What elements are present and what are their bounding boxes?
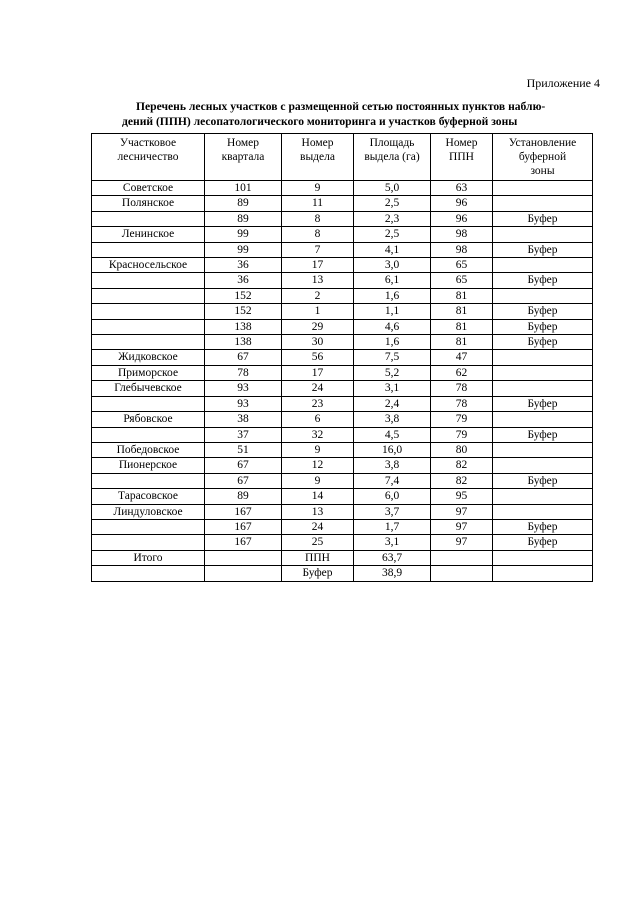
table-cell xyxy=(92,288,205,303)
table-row xyxy=(92,412,593,427)
table-cell: 6,1 xyxy=(354,273,431,288)
column-header-line: квартала xyxy=(221,151,265,163)
table-cell: 6,0 xyxy=(354,489,431,504)
table-cell: Приморское xyxy=(92,365,205,380)
table-cell: Буфер xyxy=(493,535,593,550)
column-header xyxy=(282,134,354,181)
table-body xyxy=(92,181,593,582)
table-cell: Жидковское xyxy=(92,350,205,365)
table-cell: 1,7 xyxy=(354,519,431,534)
table-cell: 17 xyxy=(282,365,354,380)
table-row xyxy=(92,365,593,380)
table-row xyxy=(92,442,593,457)
title-line-2: дений (ППН) лесопатологического мониторинга и участков буферной зоны xyxy=(122,115,518,128)
table-cell: ППН xyxy=(282,550,354,565)
table-cell xyxy=(493,381,593,396)
table-cell xyxy=(493,288,593,303)
table-cell: Буфер xyxy=(493,473,593,488)
table-cell: 138 xyxy=(205,335,282,350)
table-cell xyxy=(493,196,593,211)
table-cell: 1,6 xyxy=(354,335,431,350)
column-header xyxy=(92,134,205,181)
table-cell xyxy=(493,489,593,504)
column-header-line: Установление xyxy=(508,137,577,149)
table-cell: 65 xyxy=(431,258,493,273)
table-cell: 1,1 xyxy=(354,304,431,319)
appendix-label: Приложение 4 xyxy=(526,76,600,90)
table-cell: 101 xyxy=(205,181,282,196)
table-row xyxy=(92,350,593,365)
table-row xyxy=(92,181,593,196)
column-header-line: выдела xyxy=(300,151,335,163)
column-header-line: ППН xyxy=(449,151,474,163)
table-cell: 93 xyxy=(205,396,282,411)
table-row xyxy=(92,288,593,303)
table-cell: Пионерское xyxy=(92,458,205,473)
table-cell: 9 xyxy=(282,181,354,196)
table-cell: 62 xyxy=(431,365,493,380)
table-cell: 81 xyxy=(431,319,493,334)
table-cell: 9 xyxy=(282,473,354,488)
table-cell: 7 xyxy=(282,242,354,257)
table-cell: 82 xyxy=(431,473,493,488)
table-cell: 25 xyxy=(282,535,354,550)
table-cell xyxy=(431,550,493,565)
table-cell: 2,5 xyxy=(354,227,431,242)
table-cell xyxy=(431,566,493,581)
table-row xyxy=(92,196,593,211)
table-row xyxy=(92,335,593,350)
table-cell: 3,1 xyxy=(354,535,431,550)
table-cell xyxy=(92,566,205,581)
table-cell: 96 xyxy=(431,211,493,226)
table-cell: 138 xyxy=(205,319,282,334)
table-cell: 167 xyxy=(205,535,282,550)
table-cell: Глебычевское xyxy=(92,381,205,396)
table-cell xyxy=(205,550,282,565)
table-cell: 97 xyxy=(431,504,493,519)
table-cell: Буфер xyxy=(493,273,593,288)
table-row xyxy=(92,550,593,565)
table-row xyxy=(92,458,593,473)
table-cell: 79 xyxy=(431,427,493,442)
column-header-line: лесничество xyxy=(117,151,179,163)
table-cell: 67 xyxy=(205,458,282,473)
table-row xyxy=(92,258,593,273)
table-row xyxy=(92,319,593,334)
table-cell: 98 xyxy=(431,242,493,257)
table-cell: 9 xyxy=(282,442,354,457)
table-cell: 82 xyxy=(431,458,493,473)
table-cell: 24 xyxy=(282,381,354,396)
table-row xyxy=(92,242,593,257)
table-cell: 3,8 xyxy=(354,412,431,427)
table-cell: Итого xyxy=(92,550,205,565)
table-cell: Полянское xyxy=(92,196,205,211)
table-cell: 36 xyxy=(205,273,282,288)
table-cell: 32 xyxy=(282,427,354,442)
table-row xyxy=(92,519,593,534)
column-header-line: Номер xyxy=(301,137,334,149)
table-cell xyxy=(92,519,205,534)
table-cell: 56 xyxy=(282,350,354,365)
table-cell: 67 xyxy=(205,473,282,488)
table-cell: 8 xyxy=(282,211,354,226)
table-cell: 5,2 xyxy=(354,365,431,380)
table-cell: Советское xyxy=(92,181,205,196)
table-cell: 81 xyxy=(431,335,493,350)
document-title xyxy=(92,99,596,129)
table-cell xyxy=(92,427,205,442)
table-cell xyxy=(92,396,205,411)
table-cell: 81 xyxy=(431,288,493,303)
column-header xyxy=(354,134,431,181)
table-row xyxy=(92,504,593,519)
table-cell xyxy=(92,242,205,257)
table-cell: 93 xyxy=(205,381,282,396)
table-cell: 81 xyxy=(431,304,493,319)
table-cell: 5,0 xyxy=(354,181,431,196)
table-cell: 6 xyxy=(282,412,354,427)
table-cell xyxy=(493,412,593,427)
table-cell: Буфер xyxy=(493,335,593,350)
table-cell: 152 xyxy=(205,288,282,303)
table-cell xyxy=(493,258,593,273)
table-cell: 152 xyxy=(205,304,282,319)
table-cell: 36 xyxy=(205,258,282,273)
table-cell: Буфер xyxy=(493,304,593,319)
table-row xyxy=(92,535,593,550)
table-cell: Тарасовское xyxy=(92,489,205,504)
table-cell: 38,9 xyxy=(354,566,431,581)
table-cell: 47 xyxy=(431,350,493,365)
table-cell: 30 xyxy=(282,335,354,350)
table-cell: Линдуловское xyxy=(92,504,205,519)
table-cell: Буфер xyxy=(282,566,354,581)
table-cell xyxy=(92,319,205,334)
table-cell: 99 xyxy=(205,242,282,257)
table-cell: 2 xyxy=(282,288,354,303)
table-cell: 3,1 xyxy=(354,381,431,396)
table-cell: 2,4 xyxy=(354,396,431,411)
table-cell: 7,5 xyxy=(354,350,431,365)
table-cell xyxy=(493,442,593,457)
table-cell xyxy=(493,504,593,519)
table-cell: 65 xyxy=(431,273,493,288)
table-cell xyxy=(493,181,593,196)
table-cell xyxy=(92,335,205,350)
table-cell: 78 xyxy=(431,381,493,396)
table-cell: 63 xyxy=(431,181,493,196)
table-row xyxy=(92,273,593,288)
column-header-line: Номер xyxy=(445,137,478,149)
table-cell xyxy=(493,458,593,473)
table-row xyxy=(92,427,593,442)
table-cell xyxy=(92,535,205,550)
table-cell xyxy=(493,350,593,365)
table-cell: 1,6 xyxy=(354,288,431,303)
table-cell: 4,1 xyxy=(354,242,431,257)
table-cell: 7,4 xyxy=(354,473,431,488)
table-row xyxy=(92,381,593,396)
table-cell: Буфер xyxy=(493,519,593,534)
table-cell: 8 xyxy=(282,227,354,242)
table-cell: 99 xyxy=(205,227,282,242)
table-cell xyxy=(493,566,593,581)
table-row xyxy=(92,473,593,488)
table-cell: 13 xyxy=(282,273,354,288)
table-cell: 96 xyxy=(431,196,493,211)
table-cell: 4,5 xyxy=(354,427,431,442)
table-cell: 3,0 xyxy=(354,258,431,273)
table-cell: 51 xyxy=(205,442,282,457)
table-cell xyxy=(205,566,282,581)
column-header-line: зоны xyxy=(530,165,555,177)
table-row xyxy=(92,396,593,411)
table-cell: 2,5 xyxy=(354,196,431,211)
column-header xyxy=(205,134,282,181)
table-cell: 167 xyxy=(205,504,282,519)
forest-plots-table xyxy=(91,133,593,582)
table-cell: 78 xyxy=(205,365,282,380)
column-header-line: выдела (га) xyxy=(364,151,420,163)
table-cell: 2,3 xyxy=(354,211,431,226)
table-cell: 89 xyxy=(205,211,282,226)
table-cell: 17 xyxy=(282,258,354,273)
column-header-line: Номер xyxy=(227,137,259,149)
table-cell xyxy=(92,473,205,488)
table-cell: 14 xyxy=(282,489,354,504)
table-cell: 79 xyxy=(431,412,493,427)
table-cell: 95 xyxy=(431,489,493,504)
table-cell: 80 xyxy=(431,442,493,457)
table-cell: Буфер xyxy=(493,211,593,226)
table-cell: Красносельское xyxy=(92,258,205,273)
table-cell: Буфер xyxy=(493,319,593,334)
table-cell: 97 xyxy=(431,519,493,534)
table-cell xyxy=(493,227,593,242)
table-cell xyxy=(493,365,593,380)
column-header xyxy=(493,134,593,181)
table-cell xyxy=(92,211,205,226)
table-cell: Ленинское xyxy=(92,227,205,242)
table-cell: 89 xyxy=(205,489,282,504)
table-cell: 11 xyxy=(282,196,354,211)
table-cell: 37 xyxy=(205,427,282,442)
table-row xyxy=(92,211,593,226)
table-row xyxy=(92,566,593,581)
table-cell: Рябовское xyxy=(92,412,205,427)
table-cell: 23 xyxy=(282,396,354,411)
table-cell: 63,7 xyxy=(354,550,431,565)
table-header-row xyxy=(92,134,593,181)
table-row xyxy=(92,304,593,319)
column-header-line: Участковое xyxy=(119,137,177,149)
table-cell: 3,7 xyxy=(354,504,431,519)
table-cell: 67 xyxy=(205,350,282,365)
table-cell xyxy=(493,550,593,565)
table-cell: 167 xyxy=(205,519,282,534)
table-cell: 16,0 xyxy=(354,442,431,457)
table-cell: 89 xyxy=(205,196,282,211)
table-cell: 3,8 xyxy=(354,458,431,473)
table-cell: 1 xyxy=(282,304,354,319)
table-cell xyxy=(92,273,205,288)
title-line-1: Перечень лесных участков с размещенной сетью постоянных пунктов наблю- xyxy=(136,100,546,113)
table-cell: Буфер xyxy=(493,396,593,411)
table-cell xyxy=(92,304,205,319)
table-cell: 12 xyxy=(282,458,354,473)
table-cell: 97 xyxy=(431,535,493,550)
table-cell: Победовское xyxy=(92,442,205,457)
table-cell: 4,6 xyxy=(354,319,431,334)
column-header-line: буферной xyxy=(518,151,567,163)
table-cell: 24 xyxy=(282,519,354,534)
column-header-line: Площадь xyxy=(369,137,415,149)
table-cell: Буфер xyxy=(493,427,593,442)
table-cell: 98 xyxy=(431,227,493,242)
table-cell: 78 xyxy=(431,396,493,411)
table-cell: 38 xyxy=(205,412,282,427)
table-cell: Буфер xyxy=(493,242,593,257)
table-row xyxy=(92,489,593,504)
table-row xyxy=(92,227,593,242)
table-cell: 13 xyxy=(282,504,354,519)
column-header xyxy=(431,134,493,181)
table-cell: 29 xyxy=(282,319,354,334)
